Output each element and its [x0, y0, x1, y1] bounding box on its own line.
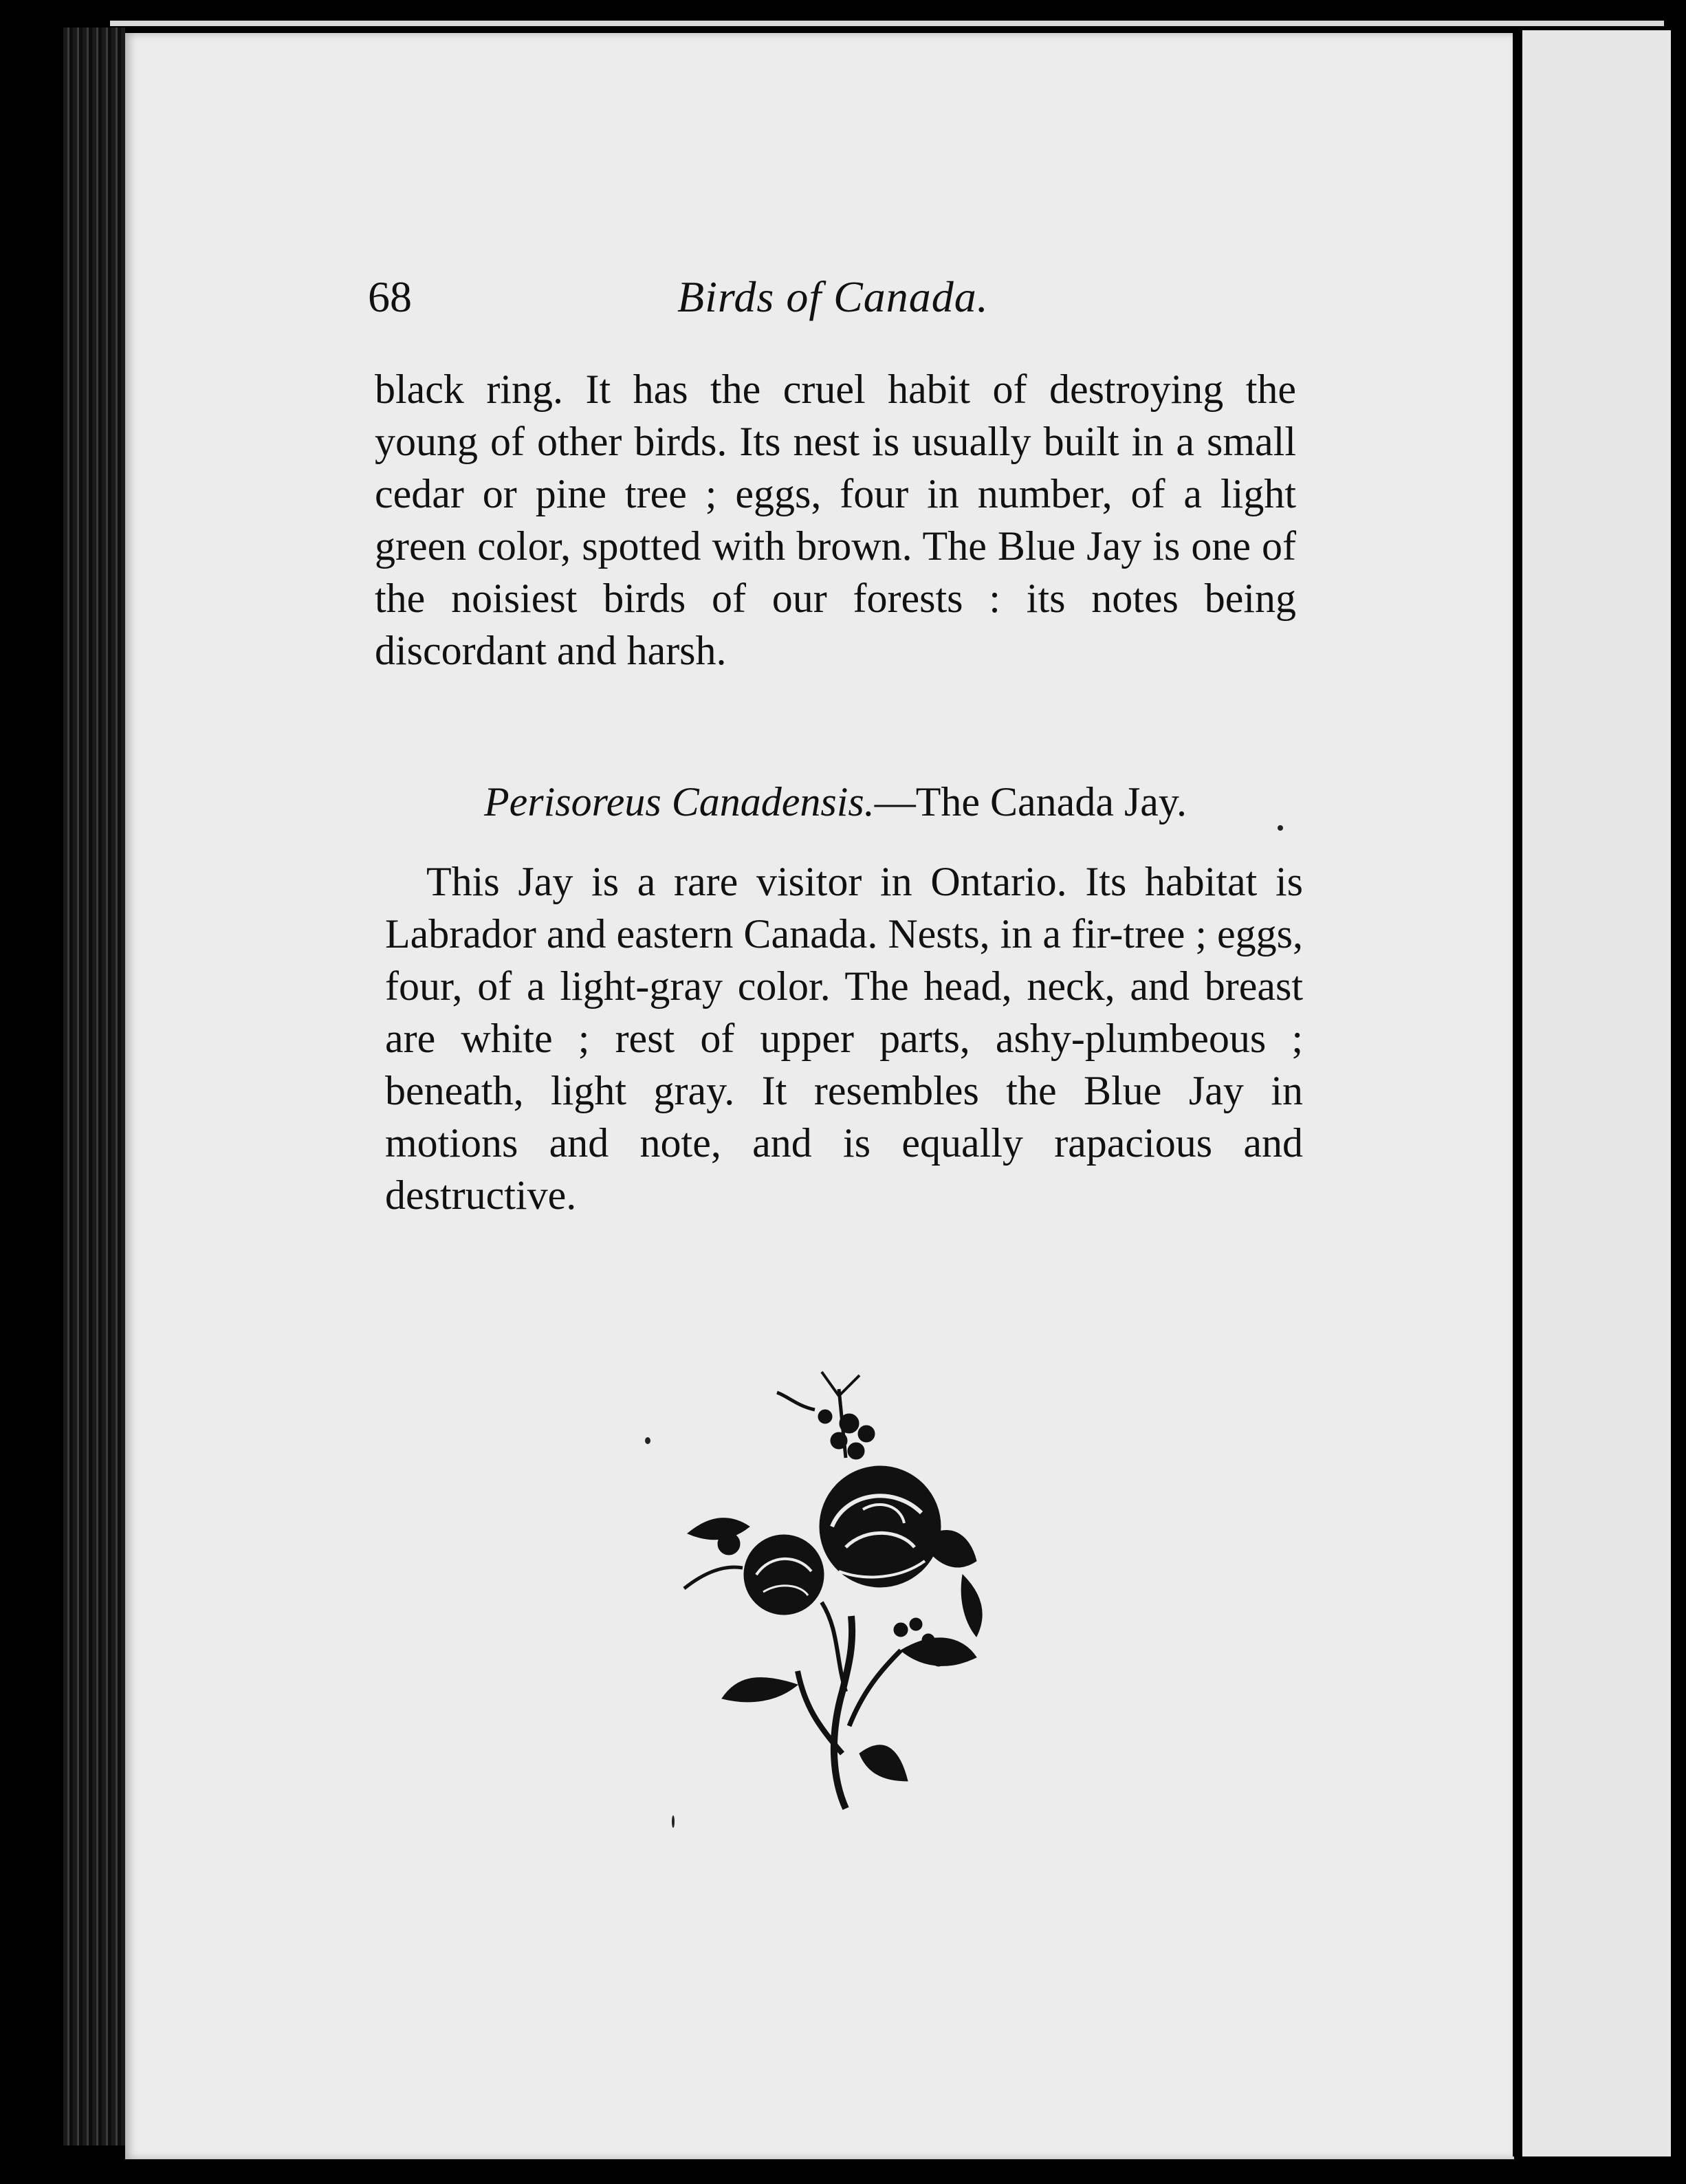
running-head: [368, 272, 1310, 334]
species-latin-name: Perisoreus Canadensis.: [483, 779, 875, 825]
rose-bouquet-icon: [674, 1368, 1018, 1822]
book-page-edges: [63, 28, 125, 2145]
scan-speck: [1278, 825, 1283, 831]
paragraph-canada-jay: This Jay is a rare visitor in Ontario. Its habitat is Labrador and eastern Canada. Nests, in a fir-tree ; eggs, four, of a light-gray color. The head, neck, and breast are white ; rest of upper parts, ashy-plumbeous ; beneath, light gray. It resembles the Blue Jay in motions and note, and is equally rapacious and destructive.: [385, 859, 1303, 1218]
running-title: Birds of Canada.: [677, 272, 989, 321]
scan-speck: [672, 1815, 675, 1828]
paragraph-blue-jay-end: black ring. It has the cruel habit of destroying the young of other birds. Its nest is usually built in a small cedar or pine tree ; eggs, four in number, of a light green color, spotted with brown. The Blue Jay is one of the noisiest birds of our forests : its notes being discordant and harsh.: [375, 367, 1296, 673]
adjacent-page-edge: [1513, 30, 1671, 2156]
top-edge: [110, 21, 1664, 26]
species-common-name: —The Canada Jay.: [874, 779, 1187, 825]
species-heading: [375, 776, 1296, 828]
page-number: 68: [368, 272, 412, 321]
scan-speck: [645, 1437, 650, 1444]
